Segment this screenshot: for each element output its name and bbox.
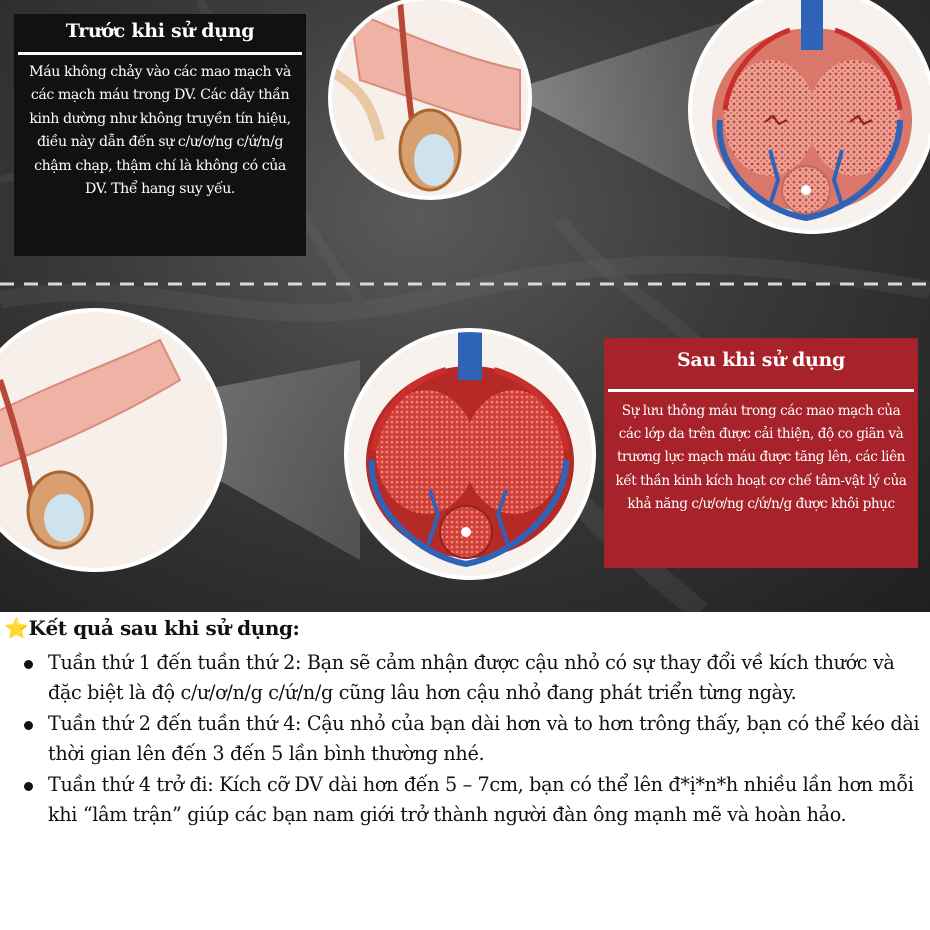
bullet-icon <box>24 721 33 730</box>
after-use-panel <box>604 338 918 568</box>
bullet-icon <box>24 782 33 791</box>
before-use-panel <box>14 14 306 256</box>
list-item-text: Tuần thứ 2 đến tuần thứ 4: Cậu nhỏ của bạn dài hơn và to hơn trông thấy, bạn có thể kéo dài thời gian lên đến 3 đến 5 lần bình thường nhé. <box>48 712 920 765</box>
list-item-text: Tuần thứ 4 trở đi: Kích cỡ DV dài hơn đến 5 – 7cm, bạn có thể lên đ*ị*n*h nhiều lần hơn mỗi khi “lâm trận” giúp các bạn nam giới trở thành người đàn ông mạnh mẽ và hoàn hảo. <box>48 773 914 826</box>
after-use-text: Sự lưu thông máu trong các mao mạch của các lớp da trên được cải thiện, độ co giãn và trương lực mạch máu được tăng lên, các liên kết thần kinh kích hoạt cơ chế tâm-vật lý của khả năng c/ư/ơ/ng c/ứ/n/g được khôi phục <box>615 403 907 512</box>
anatomy-side-view-before <box>330 0 530 200</box>
list-item <box>20 709 920 769</box>
bullet-icon <box>24 660 33 669</box>
list-item-text: Tuần thứ 1 đến tuần thứ 2: Bạn sẽ cảm nhận được cậu nhỏ có sự thay đổi về kích thước và đặc biệt là độ c/ư/ơ/n/g c/ứ/n/g cũng lâu hơn cậu nhỏ đang phát triển từng ngày. <box>48 651 895 704</box>
after-use-title: Sau khi sử dụng <box>676 349 846 371</box>
anatomy-side-view-after <box>0 310 225 570</box>
cross-section-before <box>690 0 930 232</box>
list-item <box>20 770 920 830</box>
results-heading: ⭐Kết quả sau khi sử dụng: <box>4 616 300 640</box>
results-section <box>0 612 930 930</box>
results-list <box>20 648 920 831</box>
cross-section-after <box>346 330 594 578</box>
before-use-text: Máu không chảy vào các mao mạch và các mạch máu trong DV. Các dây thần kinh dường như không truyền tín hiệu, điều này dẫn đến sự c/ư/ơ/ng c/ứ/n/g chậm chạp, thậm chí là không có của DV. Thể hang suy yếu. <box>29 64 291 198</box>
before-use-title: Trước khi sử dụng <box>65 20 255 42</box>
list-item <box>20 648 920 708</box>
